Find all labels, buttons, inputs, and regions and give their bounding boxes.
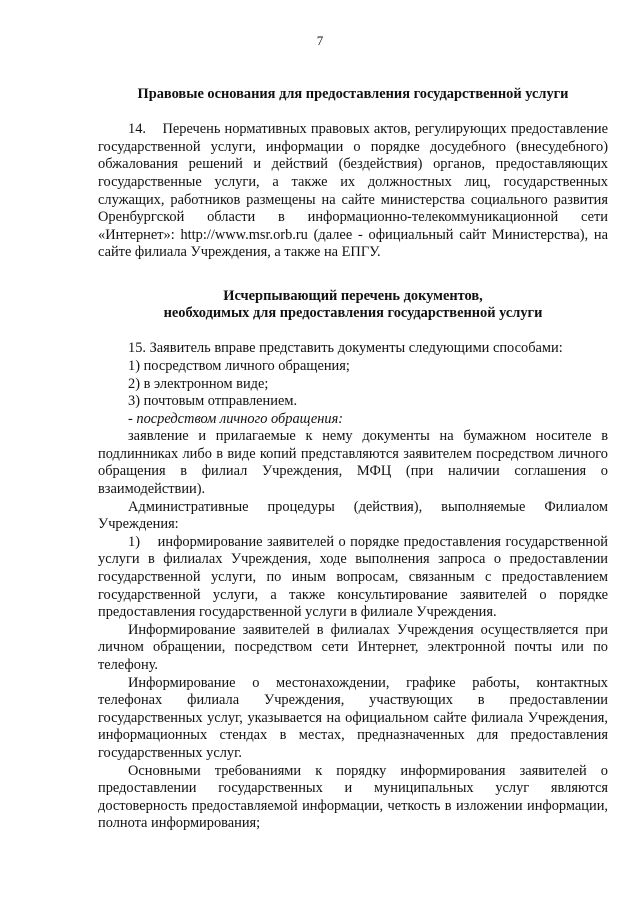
list-item-electronic: 2) в электронном виде; <box>128 375 269 392</box>
section-heading-documents-line1: Исчерпывающий перечень документов, <box>223 287 483 304</box>
document-body <box>98 86 608 833</box>
paragraph-14: 14. Перечень нормативных правовых актов, регулирующих предоставление государственной услуги, информации о порядке досудебного (внесудебного) обжалования решений и действий (бездействия) органов, предоставляющих государственные услуги, а также их должностных лиц, государственных служащих, работников размещены на сайте министерства социального развития Оренбургской области в информационно-телекоммуникационной сети «Интернет»: http://www.msr.orb.ru (далее - официальный сайт Министерства), на сайте филиала Учреждения, а также на ЕПГУ. <box>98 121 608 261</box>
subheading-personal-appeal: - посредством личного обращения: <box>128 410 344 427</box>
paragraph-location-info: Информирование о местонахождении, графике работы, контактных телефонах филиала Учреждения, участвующих в предоставлении государственных услуг, указывается на официальном сайте филиала Учреждения, информационных стендах в местах, предназначенных для предоставления государственных услуг. <box>98 674 608 761</box>
paragraph-informing-1: 1) информирование заявителей о порядке предоставления государственной услуги в филиалах Учреждения, ходе выполнения запроса о предоставлении государственной услуги, по иным вопросам, связанным с предоставлением государственной услуги, а также консультирование заявителей о порядке предоставления государственной услуги в филиале Учреждения. <box>98 533 608 621</box>
section-heading-legal-basis: Правовые основания для предоставления государственной услуги <box>137 86 569 102</box>
paragraph-admin-procedures: Административные процедуры (действия), выполняемые Филиалом Учреждения: <box>98 498 608 533</box>
paragraph-statement: заявление и прилагаемые к нему документы на бумажном носителе в подлинниках либо в виде копий представляются заявителем посредством личного обращения в филиал Учреждения, МФЦ (при наличии соглашения о взаимодействии). <box>98 428 608 498</box>
paragraph-informing-branches: Информирование заявителей в филиалах Учреждения осуществляется при личном обращении, посредством сети Интернет, электронной почты или по телефону. <box>98 621 608 673</box>
page-number: 7 <box>316 33 324 48</box>
paragraph-15: 15. Заявитель вправе представить документы следующими способами: <box>128 340 563 357</box>
section-heading-documents-line2: необходимых для предоставления государственной услуги <box>163 305 543 322</box>
paragraph-requirements: Основными требованиями к порядку информирования заявителей о предоставлении государственных и муниципальных услуг являются достоверность предоставляемой информации, четкость в изложении информации, полнота информирования; <box>98 762 608 832</box>
list-item-personal: 1) посредством личного обращения; <box>128 357 350 374</box>
list-item-postal: 3) почтовым отправлением. <box>128 393 298 410</box>
